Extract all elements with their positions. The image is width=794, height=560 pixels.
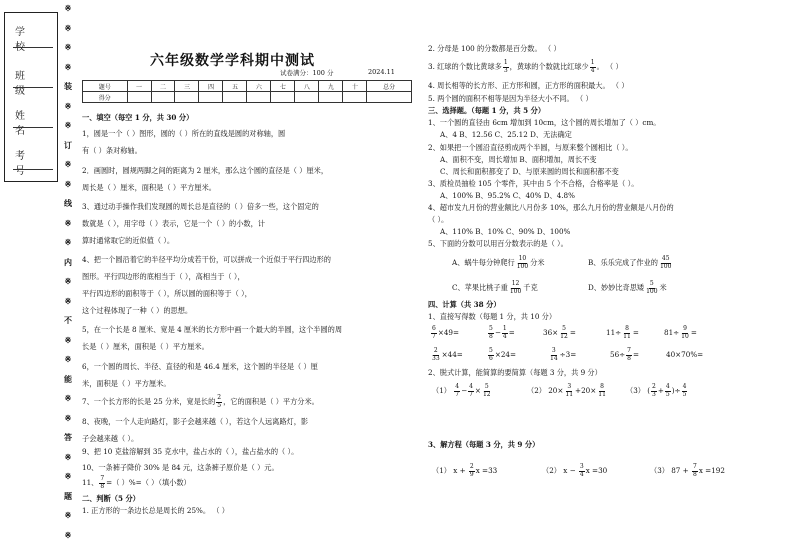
score-cell: 三 <box>175 81 199 92</box>
q5-line1: 5，在一个长是 8 厘米、宽是 4 厘米的长方形中画一个最大的半圆，这个半圆的周 <box>82 325 343 334</box>
score-cell[interactable] <box>151 92 175 103</box>
eq2-fraction-denominator: 4 <box>579 470 584 478</box>
seal-line-column <box>62 4 74 556</box>
full-score: 试卷满分：100 分 <box>280 69 334 77</box>
score-cell[interactable] <box>223 92 247 103</box>
q4-line1: 4、把一个圆沿着它的半径平均分成若干份，可以拼成一个近似于平行四边形的 <box>82 255 331 264</box>
eq1-fraction-denominator: 9 <box>469 470 474 478</box>
choice-5-option-b <box>588 256 673 270</box>
score-cell: 六 <box>247 81 271 92</box>
c5c-text-post: 千克 <box>523 283 538 292</box>
score-cell: 七 <box>271 81 295 92</box>
seal-char: ※ <box>64 471 72 481</box>
q3-line2: 数就是（ ），用字母（ ）表示，它是一个（ ）的小数，计 <box>82 219 265 228</box>
seal-char: ※ <box>64 451 72 462</box>
q11-text-post: =（ ）%=（ ）（填小数） <box>106 478 191 487</box>
page-title: 六年级数学学科期中测试 <box>150 53 315 69</box>
seal-char: ※ <box>64 529 72 540</box>
seal-char: 答 <box>64 432 72 442</box>
judgement-3 <box>428 60 623 74</box>
choice-4-options: A、110% B、10% C、90% D、100% <box>440 227 571 236</box>
choice-5-option-c <box>452 281 538 295</box>
score-cell[interactable] <box>343 92 367 103</box>
calc-1-6: $\frac{2}{33}$ ×44= <box>432 347 463 362</box>
seal-char: ※ <box>64 393 72 403</box>
calc-2-1: （1） $\frac{4}{7}$ − $\frac{4}{7}$ × $\frac{5}{12}$ <box>432 383 491 398</box>
q2-line1: 2．画圆时，圆规两脚之间的距离为 2 厘米，那么这个圆的直径是（ ）厘米， <box>82 166 329 175</box>
seal-char: ※ <box>64 22 72 33</box>
score-cell[interactable] <box>175 92 199 103</box>
c5c-fraction-denominator: 100 <box>509 287 522 295</box>
c5a-fraction <box>516 256 529 270</box>
judgement-1: 1. 正方形的一条边长总是周长的 25%。 （ ） <box>82 506 229 515</box>
exam-number-line <box>13 169 53 170</box>
equation-2 <box>542 464 607 478</box>
choice-5: 5、下面的分数可以用百分数表示的是（ ）。 <box>428 239 568 248</box>
choice-1: 1、一个圆的直径由 6cm 增加到 10cm，这个圆的周长增加了（ ）cm。 <box>428 118 661 127</box>
calc-part3-heading: 3、解方程（每题 3 分，共 9 分） <box>428 440 540 449</box>
class-line <box>13 87 53 88</box>
q7-text-pre: 7、一个长方形的长是 25 分米，宽是长的 <box>82 397 216 406</box>
score-cell[interactable] <box>367 92 412 103</box>
score-table-header-row <box>83 81 412 92</box>
q7-line <box>82 395 319 409</box>
calc-1-9: 56÷ $\frac{7}{8}$ = <box>610 347 640 362</box>
eq2-text-pre: （2） x − <box>542 466 578 475</box>
q11-text-pre: 11、 <box>82 478 99 487</box>
calc-1-8: $\frac{3}{14}$ ÷3= <box>550 347 577 362</box>
seal-char: 订 <box>64 139 72 150</box>
c5b-fraction-denominator: 100 <box>659 262 672 270</box>
q7-fraction-numerator: 2 <box>217 394 222 401</box>
q3-line3: 算时通常取它的近似值（ ）。 <box>82 236 175 245</box>
seal-char: 不 <box>64 315 72 325</box>
equation-3 <box>650 464 725 478</box>
eq3-fraction-numerator: 7 <box>692 463 697 470</box>
q11-line <box>82 476 191 490</box>
q7-fraction-denominator: 5 <box>217 401 222 409</box>
seal-char: ※ <box>64 42 72 52</box>
calc-1-2: $\frac{5}{8}$ − $\frac{1}{4}$ = <box>489 325 515 340</box>
school-line <box>13 47 53 48</box>
seal-char: ※ <box>64 120 72 130</box>
q1-line2: 有（ ）条对称轴。 <box>82 146 142 155</box>
choice-5-option-a <box>452 256 545 270</box>
q11-fraction-denominator: 8 <box>100 482 105 490</box>
q7-text-post: ，它的面积是（ ）平方分米。 <box>223 397 319 406</box>
eq3-text-post: x =192 <box>698 466 725 475</box>
name-label: 姓 名 <box>15 111 34 137</box>
q8-line2: 子会越来越（ ）。 <box>82 434 139 443</box>
choice-2-options-1: A、面积不变，周长增加 B、面积增加，周长不变 <box>440 155 597 164</box>
seal-char: ※ <box>64 217 72 228</box>
j3-text-mid: ，黄球的个数就比红球少 <box>509 62 589 71</box>
q8-line1: 8、夜晚，一个人走向路灯，影子会越来越（ ），若这个人远离路灯，影 <box>82 417 309 426</box>
calc-1-5: 81÷ $\frac{9}{10}$ = <box>664 325 697 340</box>
calc-2-3: （3） ( $\frac{2}{3}$ + $\frac{4}{5}$ )÷ $\frac{4}{5}$ <box>626 383 687 398</box>
q5-line2: 长是（ ）厘米，面积是（ ）平方厘米。 <box>82 342 209 351</box>
q6-line2: 米，面积是（ ）平方厘米。 <box>82 379 171 388</box>
seal-char: ※ <box>64 334 72 345</box>
score-cell[interactable] <box>295 92 319 103</box>
choice-2: 2、如果把一个圆沿直径剪成两个半圆，与原来整个圆相比（ ）。 <box>428 143 633 152</box>
student-info-box <box>4 12 58 182</box>
seal-char: ※ <box>64 100 72 111</box>
choice-3: 3、质检员抽检 105 个零件，其中由 5 个不合格，合格率是（ ）。 <box>428 179 639 188</box>
seal-char: ※ <box>64 354 72 364</box>
seal-char: ※ <box>64 61 72 72</box>
c5a-fraction-denominator: 100 <box>516 262 529 270</box>
seal-char: 装 <box>64 81 72 91</box>
j3-fraction-2-denominator: 4 <box>590 66 595 74</box>
score-table-score-row <box>83 92 412 103</box>
eq1-fraction <box>469 464 475 478</box>
q10-line: 10、一条裤子降价 30% 是 84 元，这条裤子原价是（ ）元。 <box>82 463 279 472</box>
c5b-text-pre: B、乐乐完成了作业的 <box>588 258 658 267</box>
equation-1 <box>432 464 497 478</box>
c5d-fraction-denominator: 100 <box>646 287 658 295</box>
exam-date: 2024.11 <box>368 68 395 76</box>
eq1-text-pre: （1） x + <box>432 466 468 475</box>
score-cell: 四 <box>199 81 223 92</box>
c5c-text-pre: C、苹果比桃子重 <box>452 283 508 292</box>
score-cell: 二 <box>151 81 175 92</box>
q6-line1: 6，一个圆的周长、半径、直径的和是 46.4 厘米，这个圆的半径是（ ）厘 <box>82 362 318 371</box>
c5a-fraction-numerator: 10 <box>518 255 527 262</box>
j3-fraction-1-denominator: 3 <box>503 66 508 74</box>
seal-char: ※ <box>64 412 72 423</box>
eq1-text-post: x =33 <box>475 466 498 475</box>
q4-line2: 图形。平行四边形的底相当于（ ），高相当于（ ）， <box>82 272 245 281</box>
q11-fraction-numerator: 7 <box>100 475 105 482</box>
eq2-fraction <box>579 464 585 478</box>
judgement-2: 2. 分母是 100 的分数都是百分数。 （ ） <box>428 44 561 53</box>
c5d-fraction <box>645 281 658 295</box>
score-cell: 题号 <box>83 81 128 92</box>
seal-char: ※ <box>64 159 72 169</box>
class-label: 班 级 <box>15 71 34 97</box>
j3-fraction-2 <box>590 60 596 74</box>
exam-number-label: 考 号 <box>15 151 34 177</box>
choice-1-options: A、4 B、12.56 C、25.12 D、无法确定 <box>440 130 572 139</box>
score-cell: 十 <box>343 81 367 92</box>
calc-1-3: 36× $\frac{5}{12}$ = <box>543 325 576 340</box>
c5a-text-post: 分米 <box>530 258 545 267</box>
judgement-4: 4. 周长相等的长方形、正方形和圆，正方形的面积最大。 （ ） <box>428 81 629 90</box>
seal-char: ※ <box>64 237 72 247</box>
q3-line1: 3、通过动手操作我们发现圆的周长总是直径的（ ）倍多一些，这个固定的 <box>82 202 319 211</box>
score-cell[interactable]: 得分 <box>83 92 128 103</box>
calc-1-7: $\frac{5}{6}$ ×24= <box>489 347 517 362</box>
c5b-fraction <box>659 256 672 270</box>
eq1-fraction-numerator: 2 <box>469 463 474 470</box>
c5c-fraction <box>509 281 522 295</box>
j3-text-pre: 3. 红球的个数比黄球多 <box>428 62 502 71</box>
seal-char: 题 <box>64 490 72 501</box>
seal-char: ※ <box>64 510 72 520</box>
name-line <box>13 127 53 128</box>
school-label: 学 校 <box>15 27 34 53</box>
seal-char: ※ <box>64 295 72 306</box>
j3-fraction-1-numerator: 1 <box>503 59 508 66</box>
choice-4-line1: 4、超市发九月份的营业额比八月份多 10%，那么九月份的营业额是八月份的 <box>428 203 674 212</box>
c5b-fraction-numerator: 45 <box>661 255 670 262</box>
score-cell[interactable] <box>247 92 271 103</box>
calc-part1-heading: 1、直接写得数（每题 1 分，共 10 分） <box>428 312 557 321</box>
calc-1-4: 11÷ $\frac{8}{11}$ = <box>606 325 639 340</box>
choice-3-options: A、100% B、95.2% C、40% D、4.8% <box>440 191 575 200</box>
q11-fraction <box>99 476 105 490</box>
score-cell[interactable] <box>319 92 343 103</box>
score-cell[interactable] <box>271 92 295 103</box>
q7-fraction <box>216 395 222 409</box>
choice-2-options-2: C、周长和面积都变了 D、与原来圆的周长和面积都不变 <box>440 167 619 176</box>
score-cell: 一 <box>127 81 151 92</box>
score-cell: 八 <box>295 81 319 92</box>
eq2-text-post: x =30 <box>585 466 608 475</box>
seal-char: ※ <box>64 3 72 13</box>
seal-char: 内 <box>64 256 72 267</box>
q2-line2: 周长是（ ）厘米，面积是（ ）平方厘米。 <box>82 183 216 192</box>
section-fill-blank-heading: 一、填空（每空 1 分，共 30 分） <box>82 113 194 122</box>
j3-fraction-2-numerator: 1 <box>590 59 595 66</box>
calc-1-1: $\frac{6}{7}$ ×49= <box>432 325 460 340</box>
score-cell[interactable] <box>127 92 151 103</box>
c5d-text-pre: D、妙妙比奇思矮 <box>588 283 645 292</box>
j3-text-post: 。 （ ） <box>596 62 623 71</box>
choice-5-option-d <box>588 281 667 295</box>
c5c-fraction-numerator: 12 <box>511 280 520 287</box>
j3-fraction-1 <box>503 60 509 74</box>
eq3-fraction-denominator: 8 <box>692 470 697 478</box>
seal-char: 线 <box>64 198 72 208</box>
calc-part2-heading: 2、脱式计算，能简算的要简算（每题 3 分，共 9 分） <box>428 368 602 377</box>
c5d-text-post: 米 <box>659 283 667 292</box>
score-cell: 九 <box>319 81 343 92</box>
calc-1-10: 40×70%= <box>666 350 704 359</box>
score-cell: 总分 <box>367 81 412 92</box>
seal-char: ※ <box>64 276 72 286</box>
seal-char: ※ <box>64 178 72 189</box>
choice-4-line2: （ ）。 <box>428 215 449 224</box>
eq2-fraction-numerator: 3 <box>579 463 584 470</box>
q4-line4: 这个过程体现了一种（ ）的思想。 <box>82 306 193 315</box>
section-choice-heading: 三、选择题。（每题 1 分，共 5 分） <box>428 106 546 115</box>
calc-2-2: （2） 20× $\frac{3}{11}$ +20× $\frac{8}{11}$ <box>527 383 606 398</box>
eq3-text-pre: （3） 87 + <box>650 466 691 475</box>
score-table <box>82 80 412 103</box>
q4-line3: 平行四边形的面积等于（ ），所以圆的面积等于（ ）， <box>82 289 252 298</box>
q1-line1: 1，圆是一个（ ）图形，圆的（ ）所在的直线是圆的对称轴，圆 <box>82 129 286 138</box>
c5d-fraction-numerator: 5 <box>649 280 654 287</box>
section-judgement-heading: 二、判断（5 分） <box>82 494 140 503</box>
q9-line: 9、把 10 克盐溶解到 35 克水中，盐占水的（ ），盐占盐水的（ ）。 <box>82 447 299 456</box>
score-cell: 五 <box>223 81 247 92</box>
section-calculation-heading: 四、计算（共 38 分） <box>428 300 501 309</box>
eq3-fraction <box>692 464 698 478</box>
score-cell[interactable] <box>199 92 223 103</box>
seal-char: 能 <box>64 373 72 384</box>
judgement-5: 5. 两个圆的面积不相等是因为半径大小不同。 （ ） <box>428 94 593 103</box>
c5a-text-pre: A、蜗牛每分钟爬行 <box>452 258 515 267</box>
